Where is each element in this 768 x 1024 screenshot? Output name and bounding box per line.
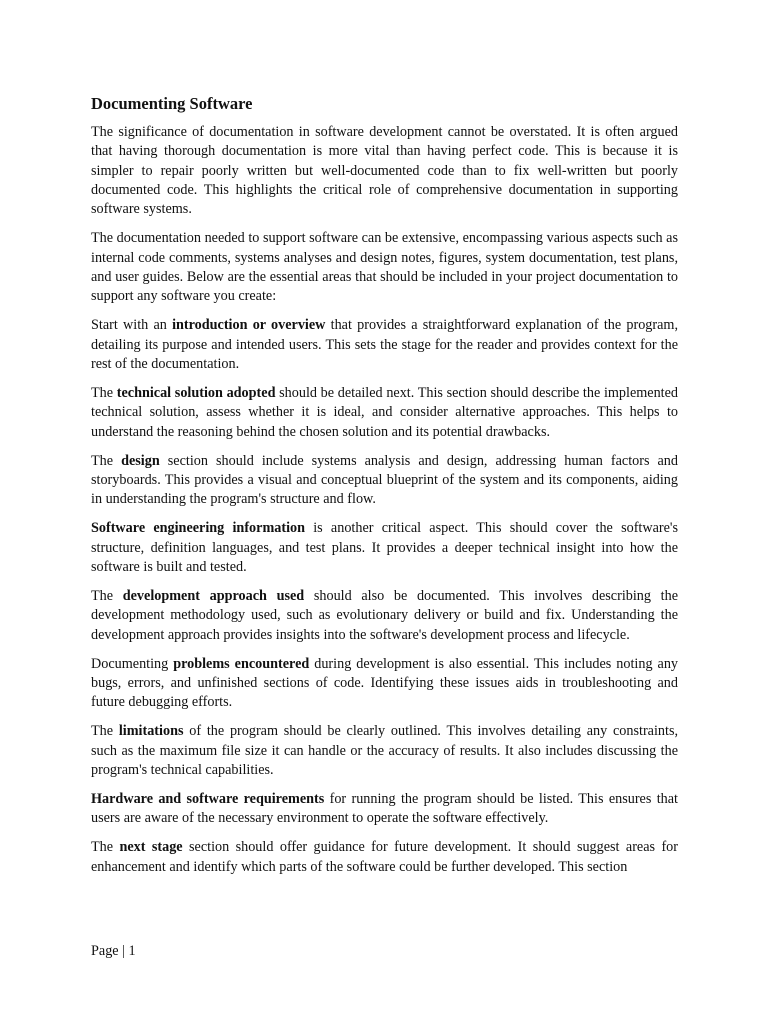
document-title: Documenting Software [91, 94, 253, 113]
paragraph-text: The documentation needed to support software can be extensive, encompassing various aspects such as internal code comments, systems analyses and design notes, figures, system documentation, test plans, and user guides. Below are the essential areas that should be included in your project documentation to support any software you create: [91, 230, 678, 305]
bold-term: introduction or overview [172, 317, 326, 334]
paragraph [91, 519, 678, 577]
paragraph [91, 655, 678, 713]
paragraph [91, 587, 678, 645]
paragraph-text: The significance of documentation in software development cannot be overstated. It is often argued that having thorough documentation is more vital than having perfect code. This is because it is simpler to repair poorly written but well-documented code than to fix well-written but poorly documented code. This highlights the critical role of comprehensive documentation in supporting software systems. [91, 124, 678, 218]
paragraph [91, 790, 678, 829]
paragraph-text: The [91, 452, 122, 469]
paragraph-text: of the program should be clearly outlined. This involves detailing any constraints, such as the maximum file size it can handle or the accuracy of results. It also includes discussing the program's technical capabilities. [91, 723, 679, 778]
paragraph-text: section should offer guidance for future development. It should suggest areas for enhancement and identify which parts of the software could be further developed. This section [91, 839, 678, 875]
paragraph [91, 229, 678, 306]
page-number-footer: Page | 1 [91, 943, 136, 959]
bold-term: technical solution adopted [116, 384, 276, 401]
bold-term: limitations [118, 723, 184, 740]
bold-term: next stage [119, 839, 183, 856]
bold-term: Software engineering information [91, 520, 306, 537]
paragraph [91, 838, 678, 877]
paragraph-text: section should include systems analysis and design, addressing human factors and storyboards. This provides a visual and conceptual blueprint of the system and its components, aiding in understanding the program's structure and flow. [91, 452, 678, 508]
paragraph-text: The [91, 384, 117, 401]
paragraph-text: should be detailed next. This section should describe the implemented technical solution, assess whether it is ideal, and consider alternative approaches. This helps to understand the reasoning behind the chosen solution and its potential drawbacks. [91, 384, 679, 440]
paragraph [91, 316, 678, 374]
paragraph-text: The [91, 588, 123, 605]
document-content [91, 93, 678, 887]
paragraph-text: that provides a straightforward explanation of the program, detailing its purpose and intended users. This sets the stage for the reader and provides context for the rest of the documentation. [91, 317, 678, 372]
paragraph-text: Start with an [91, 317, 173, 334]
paragraph-text: during development is also essential. This includes noting any bugs, errors, and unfinished sections of code. Identifying these issues aids in troubleshooting and future debugging efforts. [91, 655, 679, 711]
bold-term: problems encountered [173, 655, 310, 672]
bold-term: development approach used [122, 588, 305, 605]
paragraph [91, 123, 678, 219]
paragraph-text: should also be documented. This involves describing the development methodology used, such as evolutionary delivery or build and fix. Understanding the development approach provides insights into the software's development process and lifecycle. [91, 588, 678, 643]
paragraph [91, 452, 678, 510]
paragraph-text: The [91, 723, 119, 740]
paragraph [91, 722, 678, 780]
bold-term: Hardware and software requirements [91, 791, 325, 808]
paragraph-list [91, 123, 678, 877]
paragraph-text: for running the program should be listed. This ensures that users are aware of the necessary environment to operate the software effectively. [91, 791, 678, 827]
bold-term: design [121, 452, 160, 469]
paragraph-text: is another critical aspect. This should cover the software's structure, definition languages, and test plans. It provides a deeper technical insight into how the software is built and tested. [91, 520, 678, 575]
paragraph [91, 384, 678, 442]
paragraph-text: Documenting [91, 655, 174, 672]
paragraph-text: The [91, 839, 120, 856]
